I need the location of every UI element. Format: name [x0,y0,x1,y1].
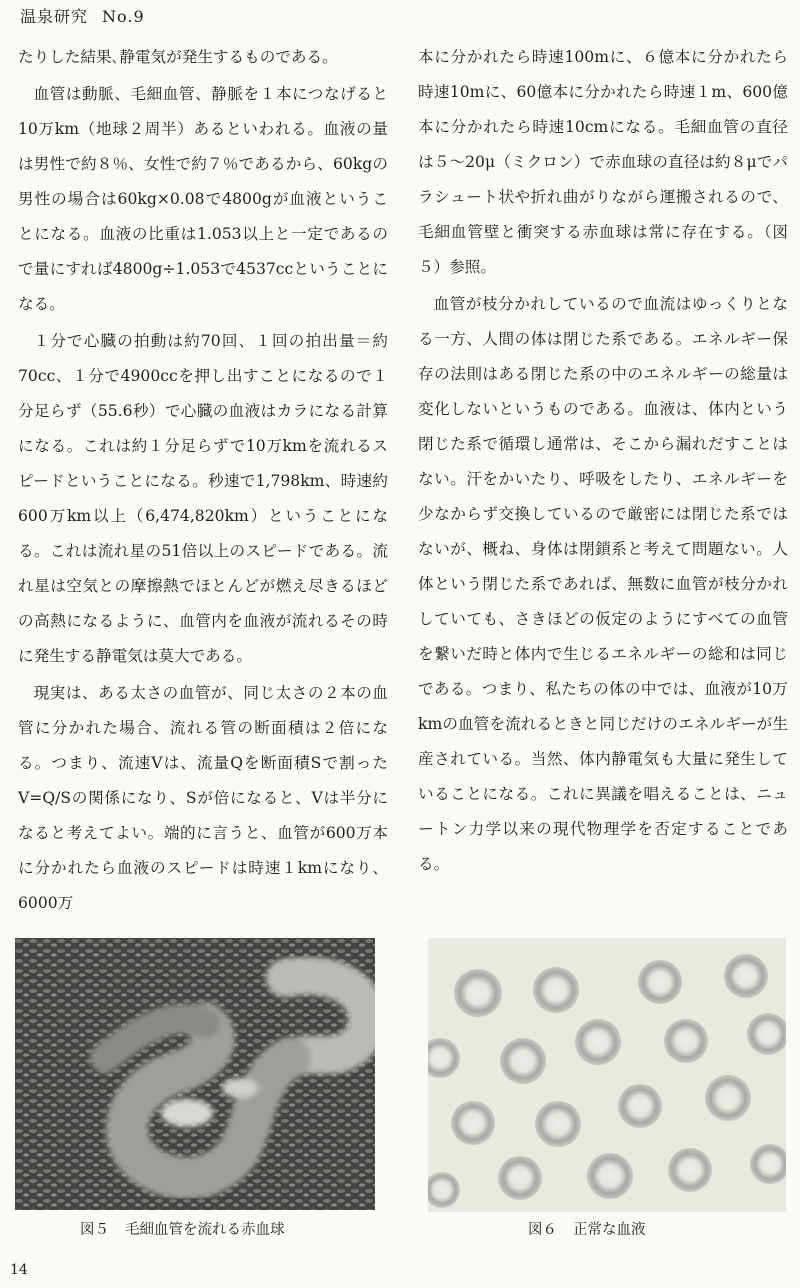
issue-number: No.9 [102,7,145,26]
capillary-micrograph [15,938,375,1210]
figure-5-caption [80,1218,285,1239]
blood-smear-micrograph [428,938,786,1212]
right-text-column [418,40,788,882]
paragraph: たりした結果､静電気が発生するものである。 [18,48,338,66]
figure-6-caption [528,1218,646,1239]
figure-number: 図５ [80,1222,109,1238]
figure-number: 図６ [528,1222,557,1238]
running-header [20,4,145,27]
figure-caption-text: 毛細血管を流れる赤血球 [125,1222,285,1238]
paragraph: 現実は、ある太さの血管が、同じ太さの２本の血管に分かれた場合、流れる管の断面積は２倍になる。つまり、流速Vは、流量Qを断面積Sで割ったV=Q/Sの関係になり、Sが倍になると、Vは半分になると考えてよい。端的に言うと、血管が600万本に分かれたら血液のスピードは時速１kmになり、6000万 [18,684,388,912]
journal-title: 温泉研究 [20,7,89,26]
paragraph: 本に分かれたら時速100mに、６億本に分かれたら時速10mに、60億本に分かれたら時速１m、600億本に分かれたら時速10cmになる。毛細血管の直径は５～20μ（ミクロン）で赤血球の直径は約８μでパラシュート状や折れ曲がりながら運搬されるので、毛細血管壁と衝突する赤血球は常に存在する。（図５）参照。 [418,48,788,276]
page-number: 14 [10,1262,28,1278]
paragraph: 血管が枝分かれしているので血流はゆっくりとなる一方、人間の体は閉じた系である。エネルギー保存の法則はある閉じた系の中のエネルギーの総量は変化しないというものである。血液は、体内という閉じた系で循環し通常は、そこから漏れだすことはない。汗をかいたり、呼吸をしたり、エネルギーを少なからず交換しているので厳密には閉じた系ではないが、概ね、身体は閉鎖系と考えて問題ない。人体という閉じた系であれば、無数に血管が枝分かれしていても、さきほどの仮定のようにすべての血管を繋いだ時と体内で生じるエネルギーの総和は同じである。つまり、私たちの体の中では、血液が10万kmの血管を流れるときと同じだけのエネルギーが生産されている。当然、体内静電気も大量に発生していることになる。これに異議を唱えることは、ニュートン力学以来の現代物理学を否定することである。 [418,295,788,873]
paragraph: １分で心臓の拍動は約70回、１回の拍出量＝約70cc、１分で4900ccを押し出すことになるので１分足らず（55.6秒）で心臓の血液はカラになる計算になる。これは約１分足らずで10万kmを流れるスピードということになる。秒速で1,798km、時速約600万km以上（6,474,820km）ということになる。これは流れ星の51倍以上のスピードである。流れ星は空気との摩擦熱でほとんどが燃え尽きるほどの高熱になるように、血管内を血液が流れるその時に発生する静電気は莫大である。 [18,332,388,665]
paragraph: 血管は動脈、毛細血管、静脈を１本につなげると10万km（地球２周半）あるといわれる。血液の量は男性で約８％、女性で約７％であるから、60kgの男性の場合は60kg×0.08で4800gが血液ということになる。血液の比重は1.053以上と一定であるので量にすれば4800g÷1.053で4537ccということになる。 [18,85,388,313]
figure-caption-text: 正常な血液 [573,1222,646,1238]
left-text-column [18,40,388,921]
